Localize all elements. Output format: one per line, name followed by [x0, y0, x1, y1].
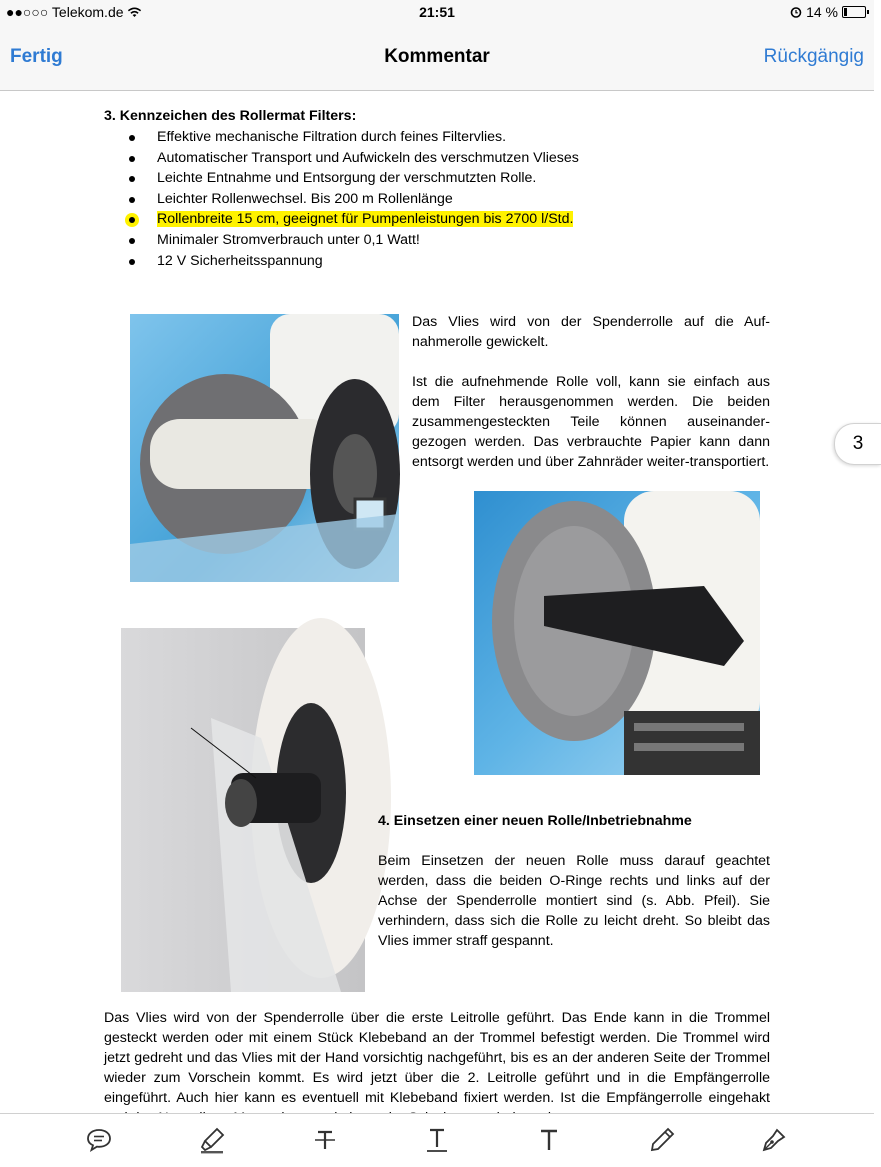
done-button[interactable]: Fertig — [10, 46, 63, 67]
battery-icon — [842, 6, 866, 18]
section3-heading: 3. Kennzeichen des Rollermat Filters: — [104, 108, 357, 124]
pen-tool[interactable] — [758, 1126, 790, 1156]
highlighter-icon — [198, 1126, 226, 1154]
text-icon — [535, 1126, 563, 1154]
list-item: Effektive mechanische Filtration durch feines Filtervlies. — [104, 127, 704, 148]
text-block-right — [412, 312, 770, 492]
list-item: Leichte Entnahme und Entsorgung der verschmutzten Rolle. — [104, 168, 704, 189]
highlighted-list-item[interactable]: Rollenbreite 15 cm, geeignet für Pumpenleistungen bis 2700 l/Std. — [104, 209, 704, 230]
photo-o-rings — [121, 628, 365, 992]
list-item: 12 V Sicherheitsspannung — [104, 251, 704, 272]
paragraph: Das Vlies wird von der Spenderrolle auf die Auf-nahmerolle gewickelt. — [412, 314, 770, 350]
list-item: Automatischer Transport und Aufwickeln des verschmutzen Vlieses — [104, 148, 704, 169]
battery-percent: 14 % — [806, 4, 838, 20]
underline-icon — [423, 1126, 451, 1154]
list-item: Leichter Rollenwechsel. Bis 200 m Rollenlänge — [104, 189, 704, 210]
pencil-tool[interactable] — [646, 1126, 678, 1156]
list-item: Minimaler Stromverbrauch unter 0,1 Watt! — [104, 230, 704, 251]
section4-text: Beim Einsetzen der neuen Rolle muss darauf geachtet werden, dass die beiden O-Ringe rechts und links auf der Achse der Spenderrolle montiert sind (s. Abb. Pfeil). Sie verhindern, dass sich die Rolle zu leicht dreht. So bleibt das Vlies immer straff gespannt. — [378, 853, 770, 949]
annotation-toolbar — [0, 1113, 874, 1167]
comment-tool[interactable] — [83, 1126, 115, 1156]
carrier-label: ●●○○○ Telekom.de — [6, 4, 142, 20]
section4-heading: 4. Einsetzen einer neuen Rolle/Inbetriebnahme — [378, 813, 692, 829]
alarm-icon — [790, 6, 802, 18]
nav-title: Kommentar — [384, 46, 490, 67]
page-indicator[interactable]: 3 — [834, 423, 881, 465]
status-bar — [0, 0, 874, 24]
photo-filter-roll — [130, 314, 399, 582]
comment-icon — [85, 1126, 113, 1154]
nav-bar — [0, 24, 874, 91]
paragraph: Ist die aufnehmende Rolle voll, kann sie einfach aus dem Filter herausgenommen werden. Die beiden zusammengesteckten Teile können auseinander-gezogen werden. Das verbrauchte Papier kann dann entsorgt werden und über Zahnräder weiter-transportiert. — [412, 374, 770, 470]
undo-button[interactable]: Rückgängig — [763, 46, 864, 67]
document-page[interactable] — [0, 91, 874, 1113]
text-tool[interactable] — [533, 1126, 565, 1156]
photo-disc-axle — [474, 491, 760, 775]
clock: 21:51 — [419, 4, 455, 20]
pen-icon — [760, 1126, 788, 1154]
status-right — [790, 4, 866, 20]
strikethrough-icon — [311, 1126, 339, 1154]
highlighter-tool[interactable] — [196, 1126, 228, 1156]
underline-tool[interactable] — [421, 1126, 453, 1156]
strikethrough-tool[interactable] — [309, 1126, 341, 1156]
bottom-paragraph: Das Vlies wird von der Spenderrolle über die erste Leitrolle geführt. Das Ende kann in die Trommel gesteckt werden oder mit einem Stück Klebeband an der Trommel befestigt werden. Die Trommel wird jetzt gedreht und das Vlies mit der Hand vorsichtig nachgeführt, bis es an der anderen Seite der Trommel wieder zum Vorschein kommt. Es wird jetzt über die 2. Leitrolle geführt und in die Empfängerrolle eingeführt. Auch hier kann es eventuell mit Klebeband fixiert werden. Ist die Empfängerrolle eingehakt — [104, 1010, 770, 1106]
pencil-icon — [648, 1126, 676, 1154]
feature-list — [104, 127, 704, 271]
